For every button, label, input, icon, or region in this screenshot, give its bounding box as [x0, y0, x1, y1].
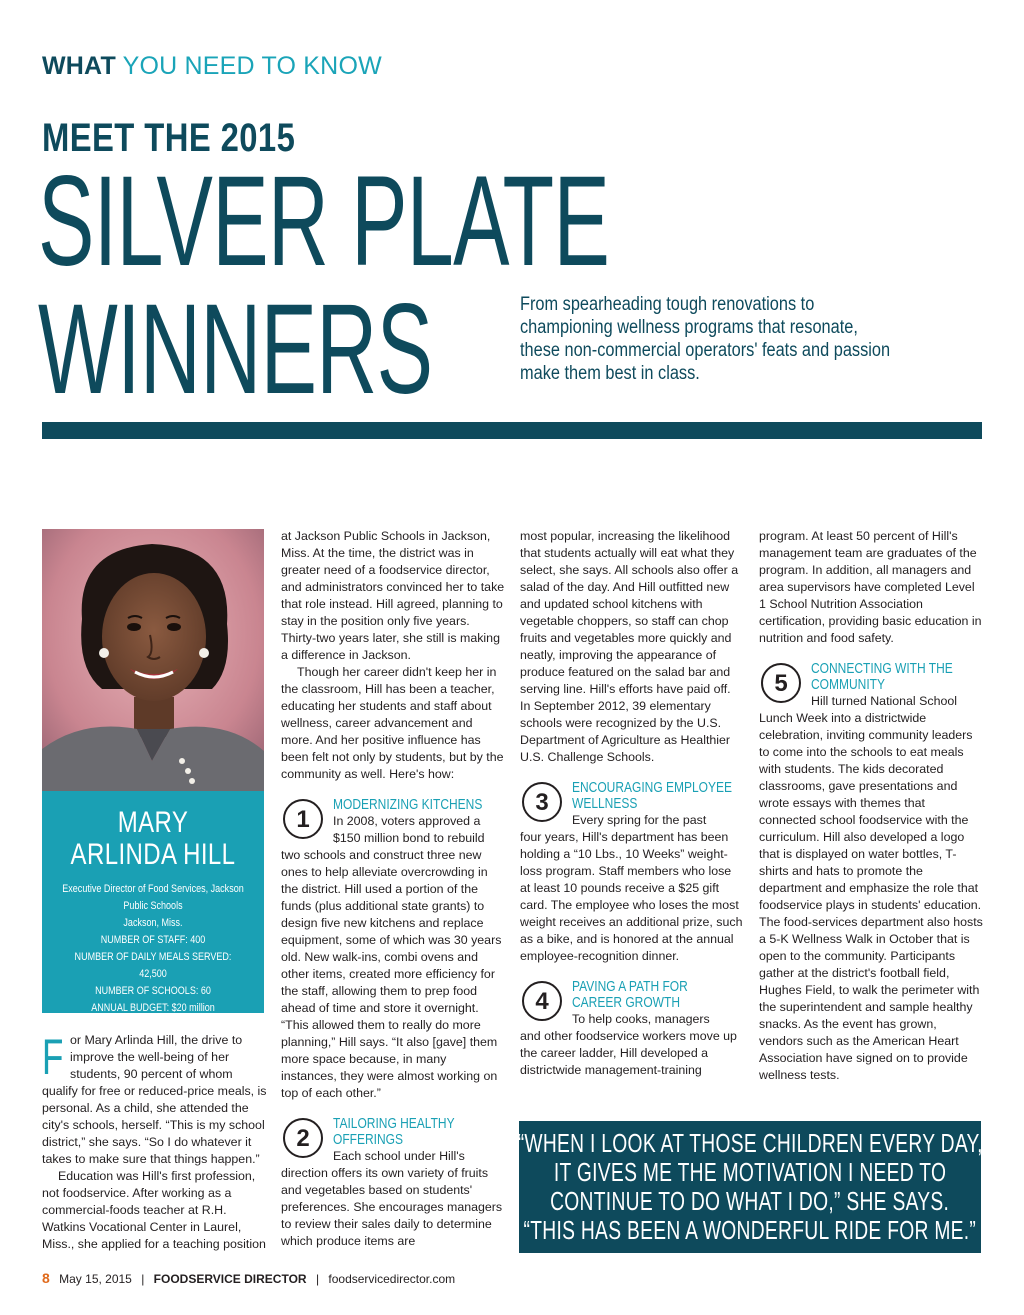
profile-name-line-1: MARY [117, 806, 189, 839]
footer-publication: FOODSERVICE DIRECTOR [153, 1272, 307, 1286]
profile-title: Executive Director of Food Services, Jackson Public Schools [62, 883, 244, 912]
section-body-5: Lunch Week into a districtwide celebration, inviting community leaders to come into the schools to eat meals with students. The kids decorated classrooms, gave presentations and wrote essays with themes that connected school foodservice with the curriculum. Hill also developed a logo that is displayed on water bottles, T-shirts and hats to promote the department and emphasize the role that foodservice plays in students' education. The food-services department also hosts a 5-K Wellness Walk in October that is open to the community. Participants gather at the district's football field, Hughes Field, to walk the perimeter with the superintendent and sample healthy snacks. As the event has grown, vendors such as the American Heart Association have signed on to provide wellness tests. [759, 711, 983, 1082]
article-column-3 [520, 528, 744, 1079]
section-lead-1: In 2008, voters approved a $150 million bond to rebuild [333, 814, 485, 845]
section-heading-4: PAVING A PATH FOR CAREER GROWTH [572, 978, 688, 1011]
section-5 [759, 661, 983, 710]
title-line-1: SILVER PLATE [38, 150, 610, 293]
title-small: MEET THE 2015 [42, 116, 296, 160]
profile-staff: NUMBER OF STAFF: 400 [100, 934, 206, 946]
profile-location: Jackson, Miss. [123, 917, 183, 929]
section-1 [281, 797, 505, 847]
page-footer [42, 1270, 455, 1286]
pull-quote-line-3: CONTINUE TO DO WHAT I DO,” SHE SAYS. [550, 1186, 950, 1216]
footer-separator: | [141, 1272, 145, 1286]
pull-quote-line-4: “THIS HAS BEEN A WONDERFUL RIDE FOR ME.” [523, 1215, 977, 1245]
title-rule [42, 422, 982, 439]
deck-text: From spearheading tough renovations to championing wellness programs that resonate, these non-commercial operators' feats and passion make them best in class. [520, 294, 891, 384]
page-number: 8 [42, 1270, 50, 1286]
profile-box [42, 791, 264, 1013]
profile-budget: ANNUAL BUDGET: $20 million [91, 1002, 215, 1014]
section-body-2: direction offers its own variety of fruits and vegetables based on students' preferences. She encourages managers to review their sales daily to determine which produce items are [281, 1166, 503, 1248]
footer-separator: | [315, 1272, 320, 1286]
section-lead-2: Each school under Hill's [333, 1149, 465, 1163]
intro-paragraph-2: Education was Hill's first profession, not foodservice. After working as a commercial-foods teacher at R.H. Watkins Vocational Center in Laurel, Miss., she applied for a teaching position [42, 1169, 266, 1251]
section-kicker [42, 52, 382, 81]
section-3 [520, 780, 744, 829]
section-heading-1: MODERNIZING KITCHENS [333, 796, 483, 813]
section-heading-5: CONNECTING WITH THE COMMUNITY [811, 660, 953, 693]
kicker-rest: YOU NEED TO KNOW [122, 52, 382, 80]
footer-date: May 15, 2015 [59, 1272, 132, 1286]
section-number-5: 5 [761, 663, 801, 703]
section-number-2: 2 [283, 1118, 323, 1158]
pull-quote [519, 1121, 981, 1253]
footer-website: foodservicedirector.com [328, 1272, 456, 1286]
section-4 [520, 979, 744, 1028]
profile-meals: NUMBER OF DAILY MEALS SERVED: 42,500 [74, 951, 232, 980]
profile-name-line-2: ARLINDA HILL [70, 838, 236, 871]
section-number-4: 4 [522, 981, 562, 1021]
section-lead-4: To help cooks, managers [572, 1012, 710, 1026]
section-body-4: and other foodservice workers move up the career ladder, Hill developed a districtwide management-training [520, 1029, 737, 1077]
title-line-2: WINNERS [38, 278, 433, 421]
section-2 [281, 1116, 505, 1165]
kicker-bold: WHAT [42, 52, 116, 80]
section-heading-2: TAILORING HEALTHY OFFERINGS [333, 1115, 455, 1148]
article-column-1 [42, 1029, 267, 1253]
section-body-3: four years, Hill's department has been holding a “10 Lbs., 10 Weeks” weight-loss program. Staff members who lose at least 10 pounds receive a $25 gift card. The employee who loses the most weight receives an additional prize, such as a bike, and is honored at the annual employee-recognition dinner. [520, 830, 743, 963]
col2-paragraph-1: at Jackson Public Schools in Jackson, Miss. At the time, the district was in greater need of a foodservice director, and administrators convinced her to take that role instead. Hill agreed, planning to stay in the position only five years. Thirty-two years later, she still is making a difference in Jackson. [281, 529, 505, 662]
section-lead-3: Every spring for the past [572, 813, 707, 827]
pull-quote-line-2: IT GIVES ME THE MOTIVATION I NEED TO [553, 1157, 947, 1187]
col4-paragraph-1: program. At least 50 percent of Hill's management team are graduates of the program. In addition, all managers and area supervisors have completed Level 1 School Nutrition Association certification, providing basic education in nutrition and food safety. [759, 529, 982, 645]
pull-quote-line-1: “WHEN I LOOK AT THOSE CHILDREN EVERY DAY, [517, 1128, 983, 1158]
section-lead-5: Hill turned National School [811, 694, 958, 708]
section-number-3: 3 [522, 782, 562, 822]
drop-cap: F [42, 1029, 64, 1085]
col3-paragraph-1: most popular, increasing the likelihood that students actually will eat what they select, she says. All schools also offer a salad of the day. And Hill outfitted new and updated school kitchens with vegetable choppers, so staff can chop fruits and vegetables more quickly and neatly, improving the appearance of produce featured on the salad bar and serving line. Hill's efforts have paid off. In September 2012, 39 elementary schools were recognized by the U.S. Department of Agriculture as Healthier U.S. Challenge Schools. [520, 529, 739, 764]
col2-paragraph-2: Though her career didn't keep her in the classroom, Hill has been a teacher, educating her students and staff about wellness, career advancement and more. And her positive influence has been felt not only by students, but by the community as well. Here's how: [281, 665, 504, 781]
article-column-2 [281, 528, 505, 1250]
section-body-1: two schools and construct three new ones to help alleviate overcrowding in the district. Hill used a portion of the funds (plus additional state grants) to design five new kitchens and replace equipment, some of which was 30 years old. New walk-ins, combi ovens and other items, created more efficiency for the staff, allowing them to prep food ahead of time and store it overnight. “This allowed them to really do more planning,” Hill says. “It also [gave] them more space because, in many instances, they were almost working on top of each other.” [281, 848, 502, 1100]
section-heading-3: ENCOURAGING EMPLOYEE WELLNESS [572, 779, 733, 812]
intro-paragraph-1: or Mary Arlinda Hill, the drive to improve the well-being of her students, 90 percent of whom qualify for free or reduced-price meals, is personal. As a child, she attended the city's schools, herself. “This is my school district,” she says. “So I do whatever it takes to make sure that things happen.” [42, 1033, 267, 1166]
profile-schools: NUMBER OF SCHOOLS: 60 [95, 985, 211, 997]
section-number-1: 1 [283, 799, 323, 839]
article-column-4 [759, 528, 983, 1084]
portrait-photo [42, 529, 264, 791]
